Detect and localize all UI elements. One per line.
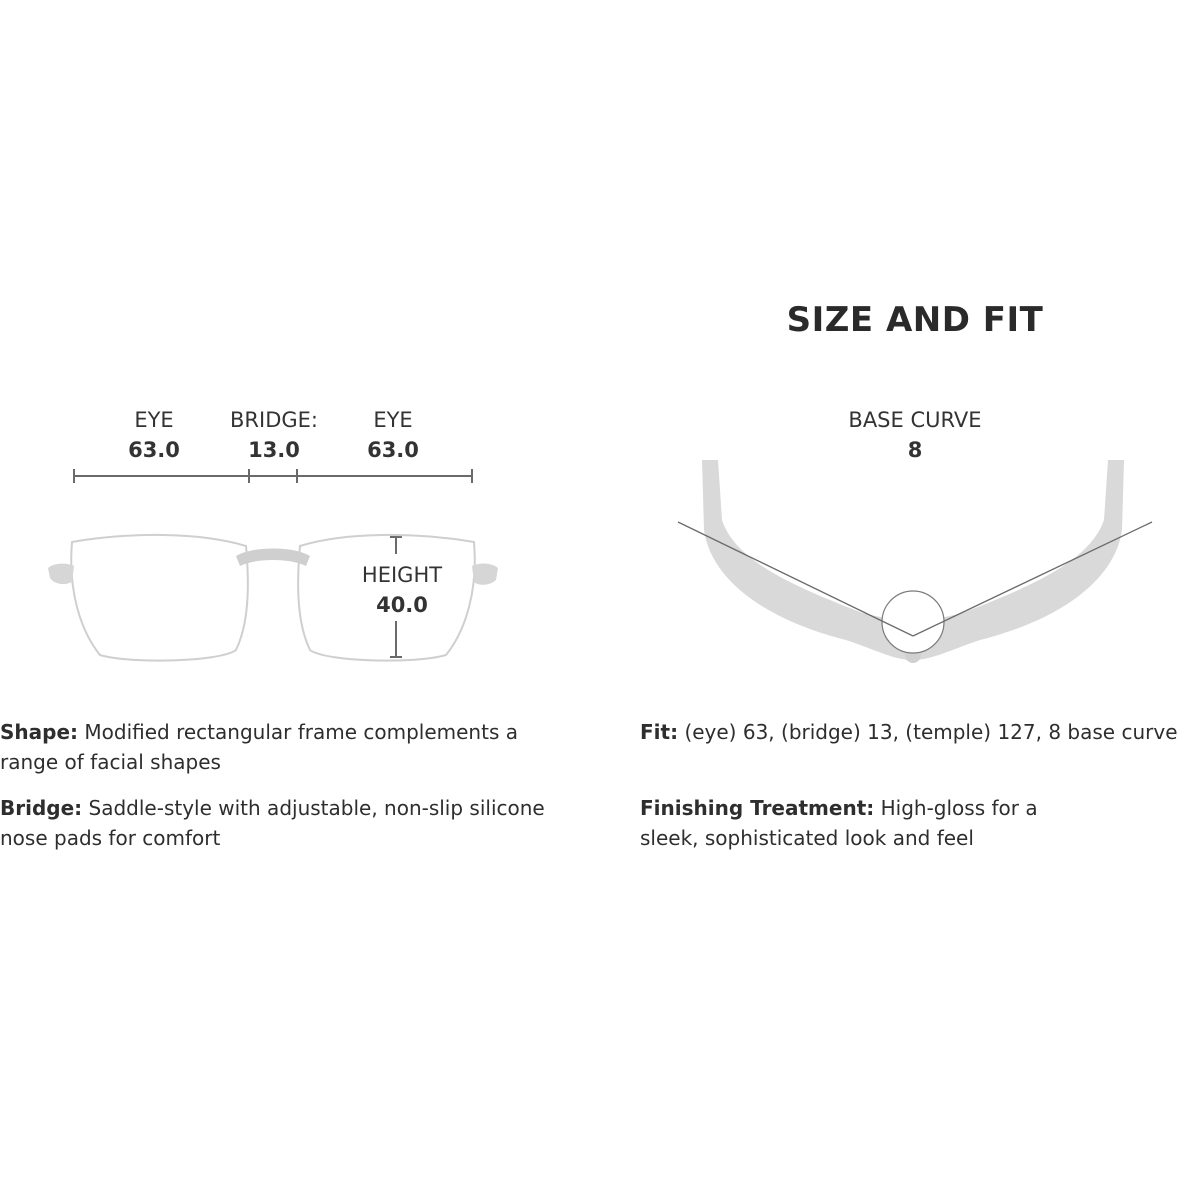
finishing-description	[640, 793, 1090, 853]
width-measurement-line	[74, 469, 472, 483]
bridge-feature-label: Bridge:	[0, 796, 83, 820]
shape-description	[0, 717, 560, 777]
height-measurement-line	[390, 537, 402, 657]
base-curve-value: 8	[907, 438, 923, 462]
bridge-description	[0, 793, 560, 853]
shape-label: Shape:	[0, 720, 79, 744]
fit-text: (eye) 63, (bridge) 13, (temple) 127, 8 base curve	[684, 720, 1178, 744]
eye-right-label: EYE	[373, 408, 413, 432]
fit-description	[640, 717, 1180, 747]
base-curve-label: BASE CURVE	[848, 408, 982, 432]
bridge-value: 13.0	[248, 438, 300, 462]
page-title: SIZE AND FIT	[786, 300, 1044, 340]
eye-left-label: EYE	[134, 408, 174, 432]
height-label: HEIGHT	[361, 563, 443, 587]
shape-text: Modified rectangular frame complements a range of facial shapes	[0, 720, 518, 774]
finishing-text: High-gloss for a sleek, sophisticated look and feel	[640, 796, 1038, 850]
finishing-label: Finishing Treatment:	[640, 796, 875, 820]
top-view-frame-icon	[678, 460, 1152, 663]
fit-label: Fit:	[640, 720, 679, 744]
height-value: 40.0	[376, 593, 428, 617]
bridge-label: BRIDGE:	[230, 408, 318, 432]
eye-right-value: 63.0	[367, 438, 419, 462]
front-view-glasses-icon	[48, 535, 498, 661]
eye-left-value: 63.0	[128, 438, 180, 462]
bridge-feature-text: Saddle-style with adjustable, non-slip silicone nose pads for comfort	[0, 796, 545, 850]
